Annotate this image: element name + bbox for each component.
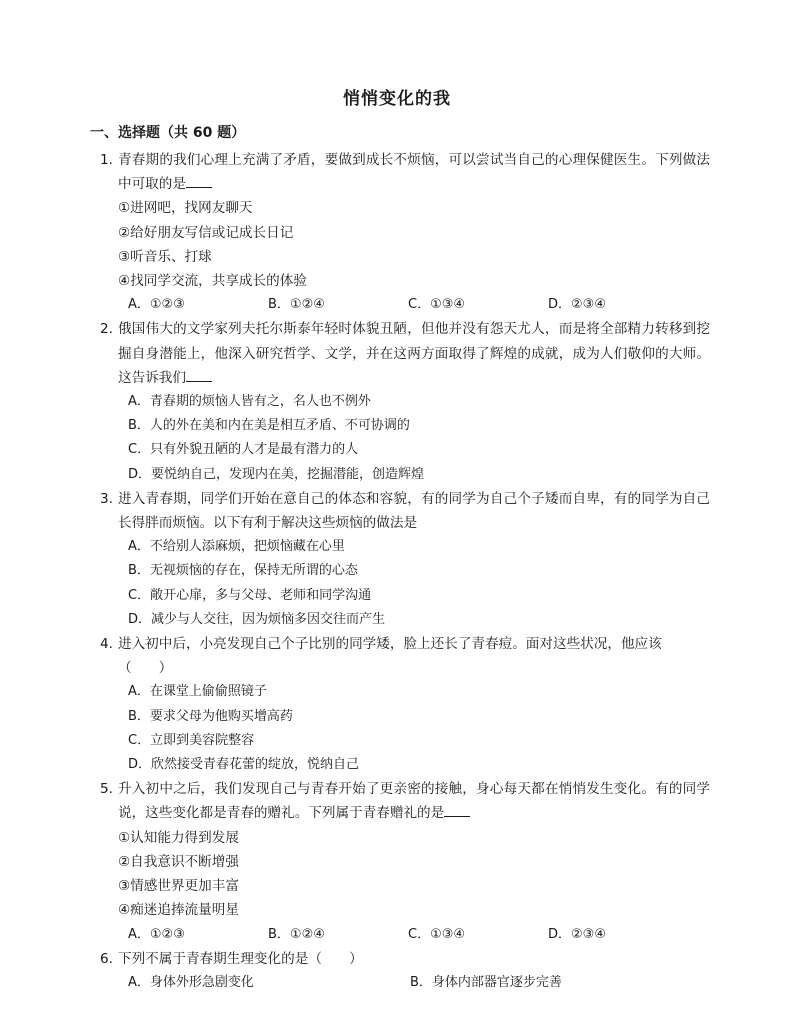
statement-item: ②给好朋友写信或记成长日记 xyxy=(118,224,294,241)
question-text: 进入青春期，同学们开始在意自己的体态和容貌，有的同学为自己个子矮而自卑，有的同学为自己长得胖而烦恼。以下有利于解决这些烦恼的做法是 xyxy=(118,490,710,532)
option-row xyxy=(100,293,710,317)
option-c[interactable]: C．①③④ xyxy=(408,926,466,942)
question-number: 2. xyxy=(100,321,113,338)
statement-item: ③听音乐、打球 xyxy=(118,248,212,265)
option-b[interactable]: B．①②④ xyxy=(268,926,325,942)
question-stem xyxy=(100,947,710,971)
option-c[interactable]: C．敞开心扉，多与父母、老师和同学沟通 xyxy=(128,587,372,603)
option-a[interactable]: A．①②③ xyxy=(128,297,185,313)
question-text: 进入初中后，小亮发现自己个子比别的同学矮，脸上还长了青春痘。面对这些状况，他应该 xyxy=(118,636,662,653)
option-b[interactable]: B．要求父母为他购买增高药 xyxy=(128,708,293,724)
question-text: 俄国伟大的文学家列夫托尔斯泰年轻时体貌丑陋，但他并没有怨天尤人，而是将全部精力转移到挖掘自身潜能上，他深入研究哲学、文学，并在这两方面取得了辉煌的成就，成为人们敬仰的大师。这告诉我们 xyxy=(118,321,710,386)
statement-item: ③情感世界更加丰富 xyxy=(118,878,239,895)
question-stem xyxy=(100,148,710,196)
option-a[interactable]: A．在课堂上偷偷照镜子 xyxy=(128,684,267,700)
option-b[interactable]: B．无视烦恼的存在，保持无所谓的心态 xyxy=(128,563,358,579)
option-c[interactable]: C．①③④ xyxy=(408,297,466,313)
option-row xyxy=(100,971,710,995)
question-number: 5. xyxy=(100,781,113,798)
question-text: 青春期的我们心理上充满了矛盾，要做到成长不烦恼，可以尝试当自己的心理保健医生。下列做法中可取的是 xyxy=(118,152,710,193)
answer-parentheses: （ ） xyxy=(308,950,363,967)
option-c[interactable]: C．立即到美容院整容 xyxy=(128,732,255,748)
option-b[interactable]: B．人的外在美和内在美是相互矛盾、不可协调的 xyxy=(128,418,410,434)
question-list xyxy=(100,148,710,995)
question-3 xyxy=(100,487,710,632)
question-6 xyxy=(100,947,710,995)
option-c[interactable]: C．只有外貌丑陋的人才是最有潜力的人 xyxy=(128,442,359,458)
question-text: 下列不属于青春期生理变化的是 xyxy=(118,950,309,967)
question-stem xyxy=(100,317,710,390)
question-2 xyxy=(100,317,710,486)
answer-parentheses: （ ） xyxy=(118,660,173,677)
option-d[interactable]: D．欣然接受青春花蕾的绽放，悦纳自己 xyxy=(128,757,360,773)
option-b[interactable]: B．①②④ xyxy=(268,297,325,313)
answer-blank xyxy=(444,801,470,817)
statement-item: ①进网吧，找网友聊天 xyxy=(118,200,253,217)
option-d[interactable]: D．②③④ xyxy=(548,297,606,313)
option-d[interactable]: D．减少与人交往，因为烦恼多因交往而产生 xyxy=(128,611,386,627)
answer-blank xyxy=(186,172,212,188)
statement-item: ①认知能力得到发展 xyxy=(118,829,239,846)
option-d[interactable]: D．②③④ xyxy=(548,926,606,942)
question-stem xyxy=(100,487,710,535)
option-d[interactable]: D．要悦纳自己，发现内在美，挖掘潜能，创造辉煌 xyxy=(128,466,425,482)
option-a[interactable]: A．青春期的烦恼人皆有之，名人也不例外 xyxy=(128,394,371,410)
question-1 xyxy=(100,148,710,317)
question-4 xyxy=(100,632,710,777)
option-a[interactable]: A．不给别人添麻烦，把烦恼藏在心里 xyxy=(128,539,345,555)
option-a[interactable]: A．身体外形急剧变化 xyxy=(128,974,254,990)
question-number: 3. xyxy=(100,490,113,507)
question-number: 6. xyxy=(100,950,113,967)
question-text: 升入初中之后，我们发现自己与青春开始了更亲密的接触，身心每天都在悄悄发生变化。有的同学说，这些变化都是青春的赠礼。下列属于青春赠礼的是 xyxy=(118,781,710,822)
statement-item: ④痴迷追捧流量明星 xyxy=(118,902,239,919)
question-number: 4. xyxy=(100,636,113,653)
document-title: 悄悄变化的我 xyxy=(343,89,451,109)
option-b[interactable]: B．身体内部器官逐步完善 xyxy=(410,974,562,990)
option-row xyxy=(100,923,710,947)
question-stem xyxy=(100,632,710,680)
section-heading: 一、选择题（共 60 题） xyxy=(90,125,246,141)
question-stem xyxy=(100,777,710,825)
answer-blank xyxy=(186,366,212,382)
statement-item: ②自我意识不断增强 xyxy=(118,853,239,870)
statement-item: ④找同学交流，共享成长的体验 xyxy=(118,273,307,290)
option-a[interactable]: A．①②③ xyxy=(128,926,185,942)
question-5 xyxy=(100,777,710,946)
question-number: 1. xyxy=(100,152,113,168)
